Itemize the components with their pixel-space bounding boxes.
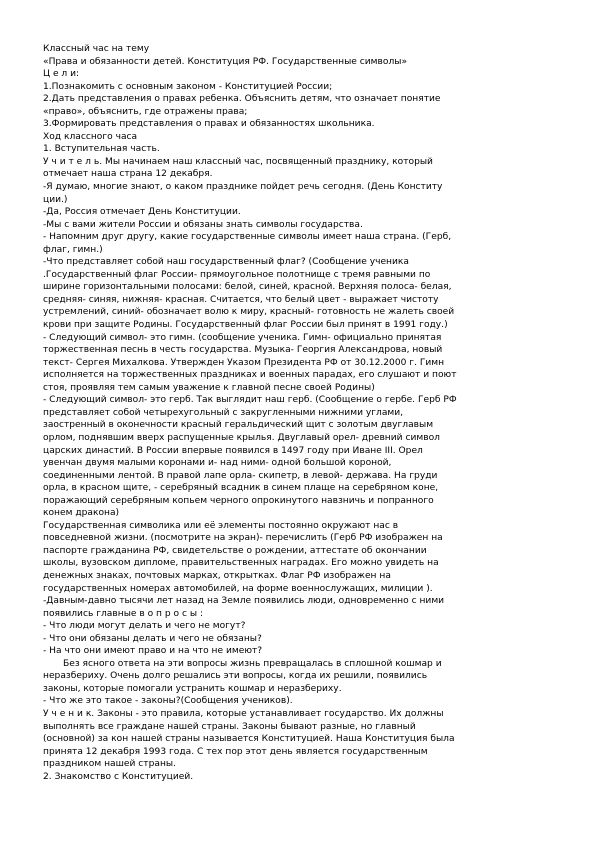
text-line: орлом, поднявшим вверх распущенные крылья. Двуглавый орел- древний символ xyxy=(43,432,440,443)
text-line: орла, в красном щите, - серебряный всадник в синем плаще на серебряном коне, xyxy=(43,483,439,494)
text-line: 1.Познакомить с основным законом - Конституцией России; xyxy=(43,81,333,92)
text-line: - Что люди могут делать и чего не могут? xyxy=(43,621,246,632)
text-line: (основной) за кон нашей страны называется Конституцией. Наша Конституция была xyxy=(43,734,455,745)
text-line: соединенными лентой. В правой лапе орла- скипетр, в левой- держава. На груди xyxy=(43,470,438,481)
text-line: «право», объяснить, где отражены права; xyxy=(43,106,248,117)
text-line: праздником нашей страны. xyxy=(43,759,176,770)
text-line: крови при защите Родины. Государственный флаг России был принят в 1991 году.) xyxy=(43,320,448,331)
text-line: устремлений, синий- обозначает волю к миру, красный- готовность не жалеть своей xyxy=(43,307,455,318)
text-line: поражающий серебряным копьем черного опрокинутого навзничь и попранного xyxy=(43,495,434,506)
text-line: - Что они обязаны делать и чего не обязаны? xyxy=(43,633,262,644)
text-line: У ч и т е л ь. Мы начинаем наш классный час, посвященный празднику, который xyxy=(43,156,433,167)
text-line: -Я думаю, многие знают, о каком празднике пойдет речь сегодня. (День Конститу xyxy=(43,182,443,193)
text-line: - На что они имеют право и на что не имеют? xyxy=(43,646,263,657)
text-line: - Следующий символ- это гимн. (сообщение ученика. Гимн- официально принятая xyxy=(43,332,442,343)
text-line: отмечает наша страна 12 декабря. xyxy=(43,169,213,180)
text-line: денежных знаках, почтовых марках, открытках. Флаг РФ изображен на xyxy=(43,570,391,581)
text-line: государственных номерах автомобилей, на форме военнослужащих, милиции ). xyxy=(43,583,433,594)
text-line: царских династий. В России впервые появился в 1497 году при Иване III. Орел xyxy=(43,445,423,456)
text-line: повседневной жизни. (посмотрите на экран)- перечислить (Герб РФ изображен на xyxy=(43,533,443,544)
text-line: -Давным-давно тысячи лет назад на Земле появились люди, одновременно с ними xyxy=(43,596,445,607)
text-line: - Напомним друг другу, какие государственные символы имеет наша страна. (Герб, xyxy=(43,232,452,243)
text-line: -Мы с вами жители России и обязаны знать символы государства. xyxy=(43,219,363,230)
text-line: .Государственный флаг России- прямоугольное полотнище с тремя равными по xyxy=(43,269,431,280)
text-line: Государственная символика или её элементы постоянно окружают нас в xyxy=(43,520,399,531)
text-line: исполняется на торжественных праздниках и военных парадах, его слушают и поют xyxy=(43,370,457,381)
text-line: - Что же это такое - законы?(Сообщения учеников). xyxy=(43,696,293,707)
text-line: неразбериху. Очень долго решались эти вопросы, когда их решили, появились xyxy=(43,671,428,682)
text-line: Без ясного ответа на эти вопросы жизнь превращалась в сплошной кошмар и xyxy=(63,658,442,669)
document-page xyxy=(43,43,557,783)
text-line: флаг, гимн.) xyxy=(43,244,103,255)
text-line: увенчан двумя малыми коронами и- над ними- одной большой короной, xyxy=(43,458,392,469)
text-line: Классный час на тему xyxy=(43,44,150,54)
text-line: 1. Вступительная часть. xyxy=(43,144,160,155)
text-line: - Следующий символ- это герб. Так выглядит наш герб. (Сообщение о гербе. Герб РФ xyxy=(43,395,457,406)
text-line: школы, вузовском дипломе, правительственных наградах. Его можно увидеть на xyxy=(43,558,439,569)
text-line: заостренный в оконечности красный геральдический щит с золотым двуглавым xyxy=(43,420,434,431)
text-line: стоя, проявляя тем самым уважение к главной песне своей Родины) xyxy=(43,382,375,393)
text-line: конем дракона) xyxy=(43,508,120,519)
text-line: паспорте гражданина РФ, свидетельстве о рождении, аттестате об окончании xyxy=(43,545,427,556)
text-line: -Что представляет собой наш государственный флаг? (Сообщение ученика xyxy=(43,257,409,268)
text-line: ции.) xyxy=(43,194,68,205)
text-line: принята 12 декабря 1993 года. С тех пор этот день является государственным xyxy=(43,746,428,757)
text-line: торжественная песнь в честь государства. Музыка- Георгия Александрова, новый xyxy=(43,345,443,356)
text-line: 2. Знакомство с Конституцией. xyxy=(43,771,194,782)
text-line: «Права и обязанности детей. Конституция РФ. Государственные символы» xyxy=(43,56,408,67)
text-line: средняя- синяя, нижняя- красная. Считается, что белый цвет - выражает чистоту xyxy=(43,294,439,305)
text-line: представляет собой четырехугольный с закругленными нижними углами, xyxy=(43,407,404,418)
text-line: 3.Формировать представления о правах и обязанностях школьника. xyxy=(43,119,375,130)
text-line: ширине горизонтальными полосами: белой, синей, красной. Верхняя полоса- белая, xyxy=(43,282,452,293)
text-line: -Да, Россия отмечает День Конституции. xyxy=(43,207,241,218)
text-line: выполнять все граждане нашей страны. Законы бывают разные, но главный xyxy=(43,721,416,732)
text-line: текст- Сергея Михалкова. Утвержден Указом Президента РФ от 30.12.2000 г. Гимн xyxy=(43,357,445,368)
text-line: Ц е л и: xyxy=(43,69,80,80)
text-line: законы, которые помогали устранить кошмар и неразбериху. xyxy=(43,683,342,694)
text-line: Ход классного часа xyxy=(43,131,138,142)
text-line: У ч е н и к. Законы - это правила, которые устанавливает государство. Их должны xyxy=(43,708,444,719)
text-line: 2.Дать представления о правах ребенка. Объяснить детям, что означает понятие xyxy=(43,94,441,105)
text-line: появились главные в о п р о с ы : xyxy=(43,608,204,619)
